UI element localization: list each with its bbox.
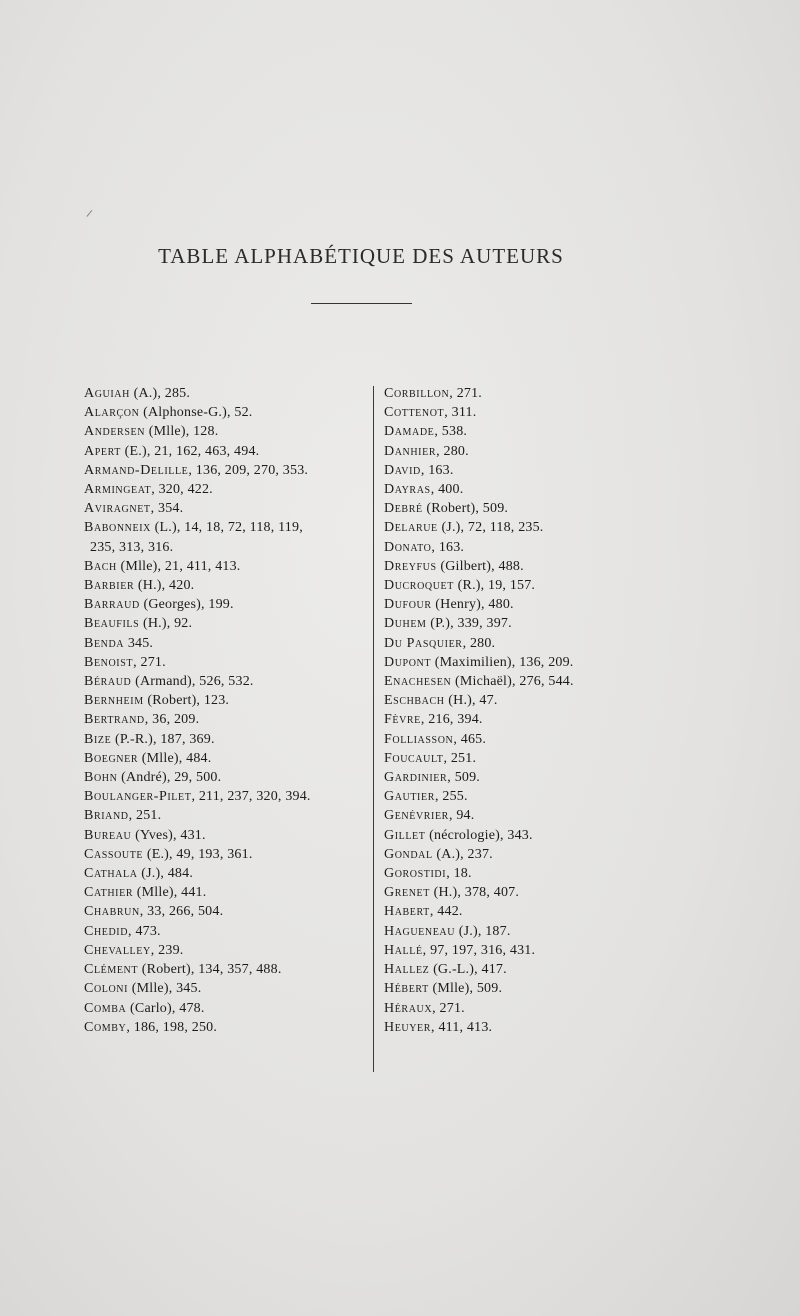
- author-entry: [384, 960, 684, 979]
- author-pages: , 251.: [128, 808, 162, 824]
- author-entry: [84, 999, 364, 1018]
- author-pages: , 271.: [432, 1000, 465, 1016]
- author-name: Gondal: [384, 846, 433, 862]
- author-pages: (G.-L.), 417.: [429, 962, 507, 978]
- author-name: Chevalley: [84, 942, 151, 958]
- author-pages: (Michaël), 276, 544.: [451, 674, 574, 690]
- author-entry: [84, 883, 364, 902]
- author-name: Fèvre: [384, 712, 421, 728]
- author-name: Comby: [84, 1019, 127, 1035]
- author-entry: [84, 806, 364, 825]
- author-entry: [384, 749, 684, 768]
- author-pages: (H.), 420.: [134, 578, 195, 594]
- author-pages: (Robert), 509.: [422, 501, 509, 517]
- author-entry: [84, 518, 364, 556]
- author-name: Habert: [384, 904, 430, 920]
- author-pages: , 216, 394.: [420, 712, 483, 728]
- author-pages: (Alphonse-G.), 52.: [139, 405, 253, 421]
- author-pages: , 411, 413.: [431, 1019, 493, 1035]
- author-entry: [84, 672, 364, 691]
- author-pages: , 280.: [462, 635, 496, 651]
- author-pages: , 509.: [447, 770, 480, 786]
- author-name: Folliasson: [384, 731, 454, 747]
- author-name: Bohn: [84, 770, 118, 786]
- author-pages: (Mlle), 128.: [145, 424, 219, 440]
- author-pages: (Gilbert), 488.: [436, 558, 524, 574]
- author-pages: (Maximilien), 136, 209.: [431, 654, 574, 670]
- page-mark: [86, 210, 98, 222]
- author-entry: [384, 768, 684, 787]
- author-pages: (L.), 14, 18, 72, 118, 119,: [150, 520, 303, 536]
- author-name: Gautier: [384, 789, 435, 805]
- author-name: Bernheim: [84, 693, 144, 709]
- author-pages: (H.), 378, 407.: [429, 885, 520, 901]
- author-pages: 345.: [124, 635, 154, 651]
- author-name: Damade: [384, 424, 435, 440]
- author-name: Bach: [84, 558, 117, 574]
- author-pages: (Mlle), 21, 411, 413.: [116, 558, 241, 574]
- author-name: Du Pasquier: [384, 635, 463, 651]
- author-pages: , 354.: [150, 501, 184, 517]
- author-name: David: [384, 462, 421, 478]
- author-entry: [384, 480, 684, 499]
- author-entry: [84, 960, 364, 979]
- author-entry: [84, 442, 364, 461]
- author-pages-continued: 235, 313, 316.: [90, 539, 174, 555]
- author-entry: [384, 730, 684, 749]
- author-index-left-column: [84, 384, 364, 1037]
- author-name: Eschbach: [384, 693, 445, 709]
- author-entry: [384, 1018, 684, 1037]
- author-entry: [384, 979, 684, 998]
- author-pages: , 442.: [429, 904, 463, 920]
- author-entry: [384, 883, 684, 902]
- author-entry: [84, 499, 364, 518]
- author-entry: [384, 461, 684, 480]
- author-entry: [384, 403, 684, 422]
- author-name: Héraux: [384, 1000, 433, 1016]
- author-entry: [84, 557, 364, 576]
- author-pages: (André), 29, 500.: [117, 770, 222, 786]
- author-name: Cassoute: [84, 846, 144, 862]
- author-entry: [384, 634, 684, 653]
- author-pages: , 251.: [443, 750, 477, 766]
- author-entry: [384, 902, 684, 921]
- author-pages: , 280.: [436, 443, 469, 459]
- author-name: Delarue: [384, 520, 438, 536]
- author-name: Dreyfus: [384, 558, 437, 574]
- author-name: Hallé: [384, 942, 423, 958]
- author-pages: (Mlle), 484.: [138, 750, 212, 766]
- author-entry: [84, 634, 364, 653]
- author-name: Alarçon: [84, 405, 140, 421]
- author-entry: [84, 941, 364, 960]
- author-entry: [84, 979, 364, 998]
- author-name: Clément: [84, 962, 139, 978]
- author-pages: , 186, 198, 250.: [126, 1019, 218, 1035]
- author-name: Donato: [384, 539, 432, 555]
- author-pages: , 320, 422.: [151, 482, 213, 498]
- author-pages: (Henry), 480.: [431, 597, 514, 613]
- author-pages: , 255.: [434, 789, 468, 805]
- author-name: Comba: [84, 1000, 127, 1016]
- author-pages: , 271.: [449, 386, 482, 401]
- author-entry: [384, 595, 684, 614]
- author-pages: , 33, 266, 504.: [139, 904, 224, 920]
- author-entry: [84, 730, 364, 749]
- author-name: Grenet: [384, 885, 430, 901]
- author-name: Cathier: [84, 885, 134, 901]
- author-entry: [384, 672, 684, 691]
- author-name: Genévrier: [384, 808, 449, 824]
- author-name: Bureau: [84, 827, 132, 843]
- author-entry: [84, 922, 364, 941]
- author-pages: , 473.: [128, 923, 161, 939]
- author-name: Hébert: [384, 981, 429, 997]
- author-name: Benda: [84, 635, 125, 651]
- author-entry: [84, 691, 364, 710]
- author-name: Enachesen: [384, 674, 452, 690]
- author-pages: , 400.: [430, 482, 464, 498]
- author-name: Boegner: [84, 750, 139, 766]
- author-entry: [384, 864, 684, 883]
- author-pages: (E.), 49, 193, 361.: [143, 846, 253, 862]
- author-entry: [384, 442, 684, 461]
- author-name: Debré: [384, 501, 423, 517]
- page-title: TABLE ALPHABÉTIQUE DES AUTEURS: [158, 244, 564, 268]
- author-entry: [384, 922, 684, 941]
- author-entry: [84, 1018, 364, 1037]
- author-pages: , 18.: [446, 866, 472, 882]
- author-name: Babonneix: [84, 520, 151, 536]
- author-entry: [384, 826, 684, 845]
- author-name: Beaufils: [84, 616, 140, 632]
- author-entry: [384, 941, 684, 960]
- author-pages: , 211, 237, 320, 394.: [191, 789, 311, 805]
- author-pages: , 538.: [434, 424, 468, 440]
- author-pages: (Robert), 134, 357, 488.: [138, 962, 282, 978]
- author-entry: [384, 653, 684, 672]
- author-pages: (A.), 237.: [432, 846, 493, 862]
- author-entry: [84, 384, 364, 403]
- author-entry: [84, 902, 364, 921]
- author-entry: [384, 710, 684, 729]
- author-pages: (Mlle), 345.: [128, 981, 202, 997]
- author-name: Armingeat: [84, 482, 152, 498]
- author-pages: (H.), 47.: [444, 693, 498, 709]
- author-pages: (Yves), 431.: [131, 827, 206, 843]
- author-pages: , 239.: [150, 942, 184, 958]
- author-pages: , 94.: [448, 808, 475, 824]
- author-name: Hallez: [384, 962, 430, 978]
- author-entry: [384, 499, 684, 518]
- author-name: Gorostidi: [384, 866, 447, 882]
- author-entry: [84, 461, 364, 480]
- author-entry: [384, 557, 684, 576]
- author-entry: [384, 384, 684, 403]
- author-entry: [84, 653, 364, 672]
- author-name: Béraud: [84, 674, 132, 690]
- author-pages: (J.), 72, 118, 235.: [437, 520, 544, 536]
- author-entry: [384, 999, 684, 1018]
- author-pages: , 136, 209, 270, 353.: [188, 462, 309, 478]
- author-entry: [84, 864, 364, 883]
- author-entry: [84, 480, 364, 499]
- author-pages: (R.), 19, 157.: [453, 578, 536, 594]
- author-entry: [384, 806, 684, 825]
- author-entry: [384, 576, 684, 595]
- author-pages: , 97, 197, 316, 431.: [422, 942, 536, 958]
- author-entry: [384, 422, 684, 441]
- author-pages: (nécrologie), 343.: [425, 827, 533, 843]
- author-name: Cottenot: [384, 405, 445, 421]
- author-entry: [384, 787, 684, 806]
- author-name: Gillet: [384, 827, 426, 843]
- author-name: Armand-Delille: [84, 462, 189, 478]
- author-name: Aguiah: [84, 386, 130, 401]
- author-pages: (H.), 92.: [139, 616, 193, 632]
- author-name: Bertrand: [84, 712, 145, 728]
- author-pages: (Mlle), 441.: [133, 885, 207, 901]
- author-name: Coloni: [84, 981, 129, 997]
- author-name: Gardinier: [384, 770, 448, 786]
- author-entry: [384, 518, 684, 537]
- author-name: Andersen: [84, 424, 146, 440]
- author-name: Apert: [84, 443, 121, 459]
- author-name: Barbier: [84, 578, 135, 594]
- author-pages: (Robert), 123.: [143, 693, 230, 709]
- author-pages: (J.), 187.: [455, 923, 511, 939]
- author-entry: [84, 614, 364, 633]
- author-pages: (A.), 285.: [129, 386, 191, 401]
- author-pages: , 271.: [133, 654, 166, 670]
- author-pages: (Armand), 526, 532.: [131, 674, 254, 690]
- author-entry: [84, 422, 364, 441]
- author-entry: [84, 749, 364, 768]
- author-name: Boulanger-Pilet: [84, 789, 192, 805]
- author-name: Bize: [84, 731, 112, 747]
- author-entry: [84, 595, 364, 614]
- author-entry: [384, 538, 684, 557]
- author-name: Dayras: [384, 482, 431, 498]
- author-entry: [384, 614, 684, 633]
- author-name: Dufour: [384, 597, 432, 613]
- author-name: Briand: [84, 808, 129, 824]
- title-rule: [311, 303, 412, 304]
- author-pages: (J.), 484.: [137, 866, 194, 882]
- author-index-right-column: [384, 384, 684, 1037]
- author-name: Hagueneau: [384, 923, 456, 939]
- author-name: Cathala: [84, 866, 138, 882]
- author-pages: (Carlo), 478.: [126, 1000, 205, 1016]
- author-entry: [84, 576, 364, 595]
- author-pages: , 465.: [453, 731, 487, 747]
- author-entry: [84, 710, 364, 729]
- author-name: Danhier: [384, 443, 437, 459]
- author-name: Aviragnet: [84, 501, 151, 517]
- author-name: Heuyer: [384, 1019, 432, 1035]
- author-name: Barraud: [84, 597, 140, 613]
- author-pages: , 311.: [444, 405, 477, 421]
- author-pages: , 163.: [431, 539, 465, 555]
- author-name: Corbillon: [384, 386, 450, 401]
- author-pages: (Mlle), 509.: [428, 981, 503, 997]
- author-pages: , 163.: [420, 462, 454, 478]
- author-name: Chedid: [84, 923, 129, 939]
- column-divider: [373, 386, 374, 1072]
- author-name: Foucault: [384, 750, 444, 766]
- author-pages: , 36, 209.: [144, 712, 200, 728]
- author-name: Duhem: [384, 616, 427, 632]
- author-name: Ducroquet: [384, 578, 454, 594]
- author-entry: [84, 845, 364, 864]
- author-pages: (E.), 21, 162, 463, 494.: [120, 443, 260, 459]
- author-pages: (Georges), 199.: [139, 597, 234, 613]
- author-entry: [84, 768, 364, 787]
- author-pages: (P.), 339, 397.: [426, 616, 512, 632]
- author-name: Dupont: [384, 654, 432, 670]
- author-entry: [84, 826, 364, 845]
- author-pages: (P.-R.), 187, 369.: [111, 731, 215, 747]
- author-name: Benoist: [84, 654, 134, 670]
- author-entry: [84, 787, 364, 806]
- author-name: Chabrun: [84, 904, 140, 920]
- author-entry: [84, 403, 364, 422]
- author-entry: [384, 845, 684, 864]
- author-entry: [384, 691, 684, 710]
